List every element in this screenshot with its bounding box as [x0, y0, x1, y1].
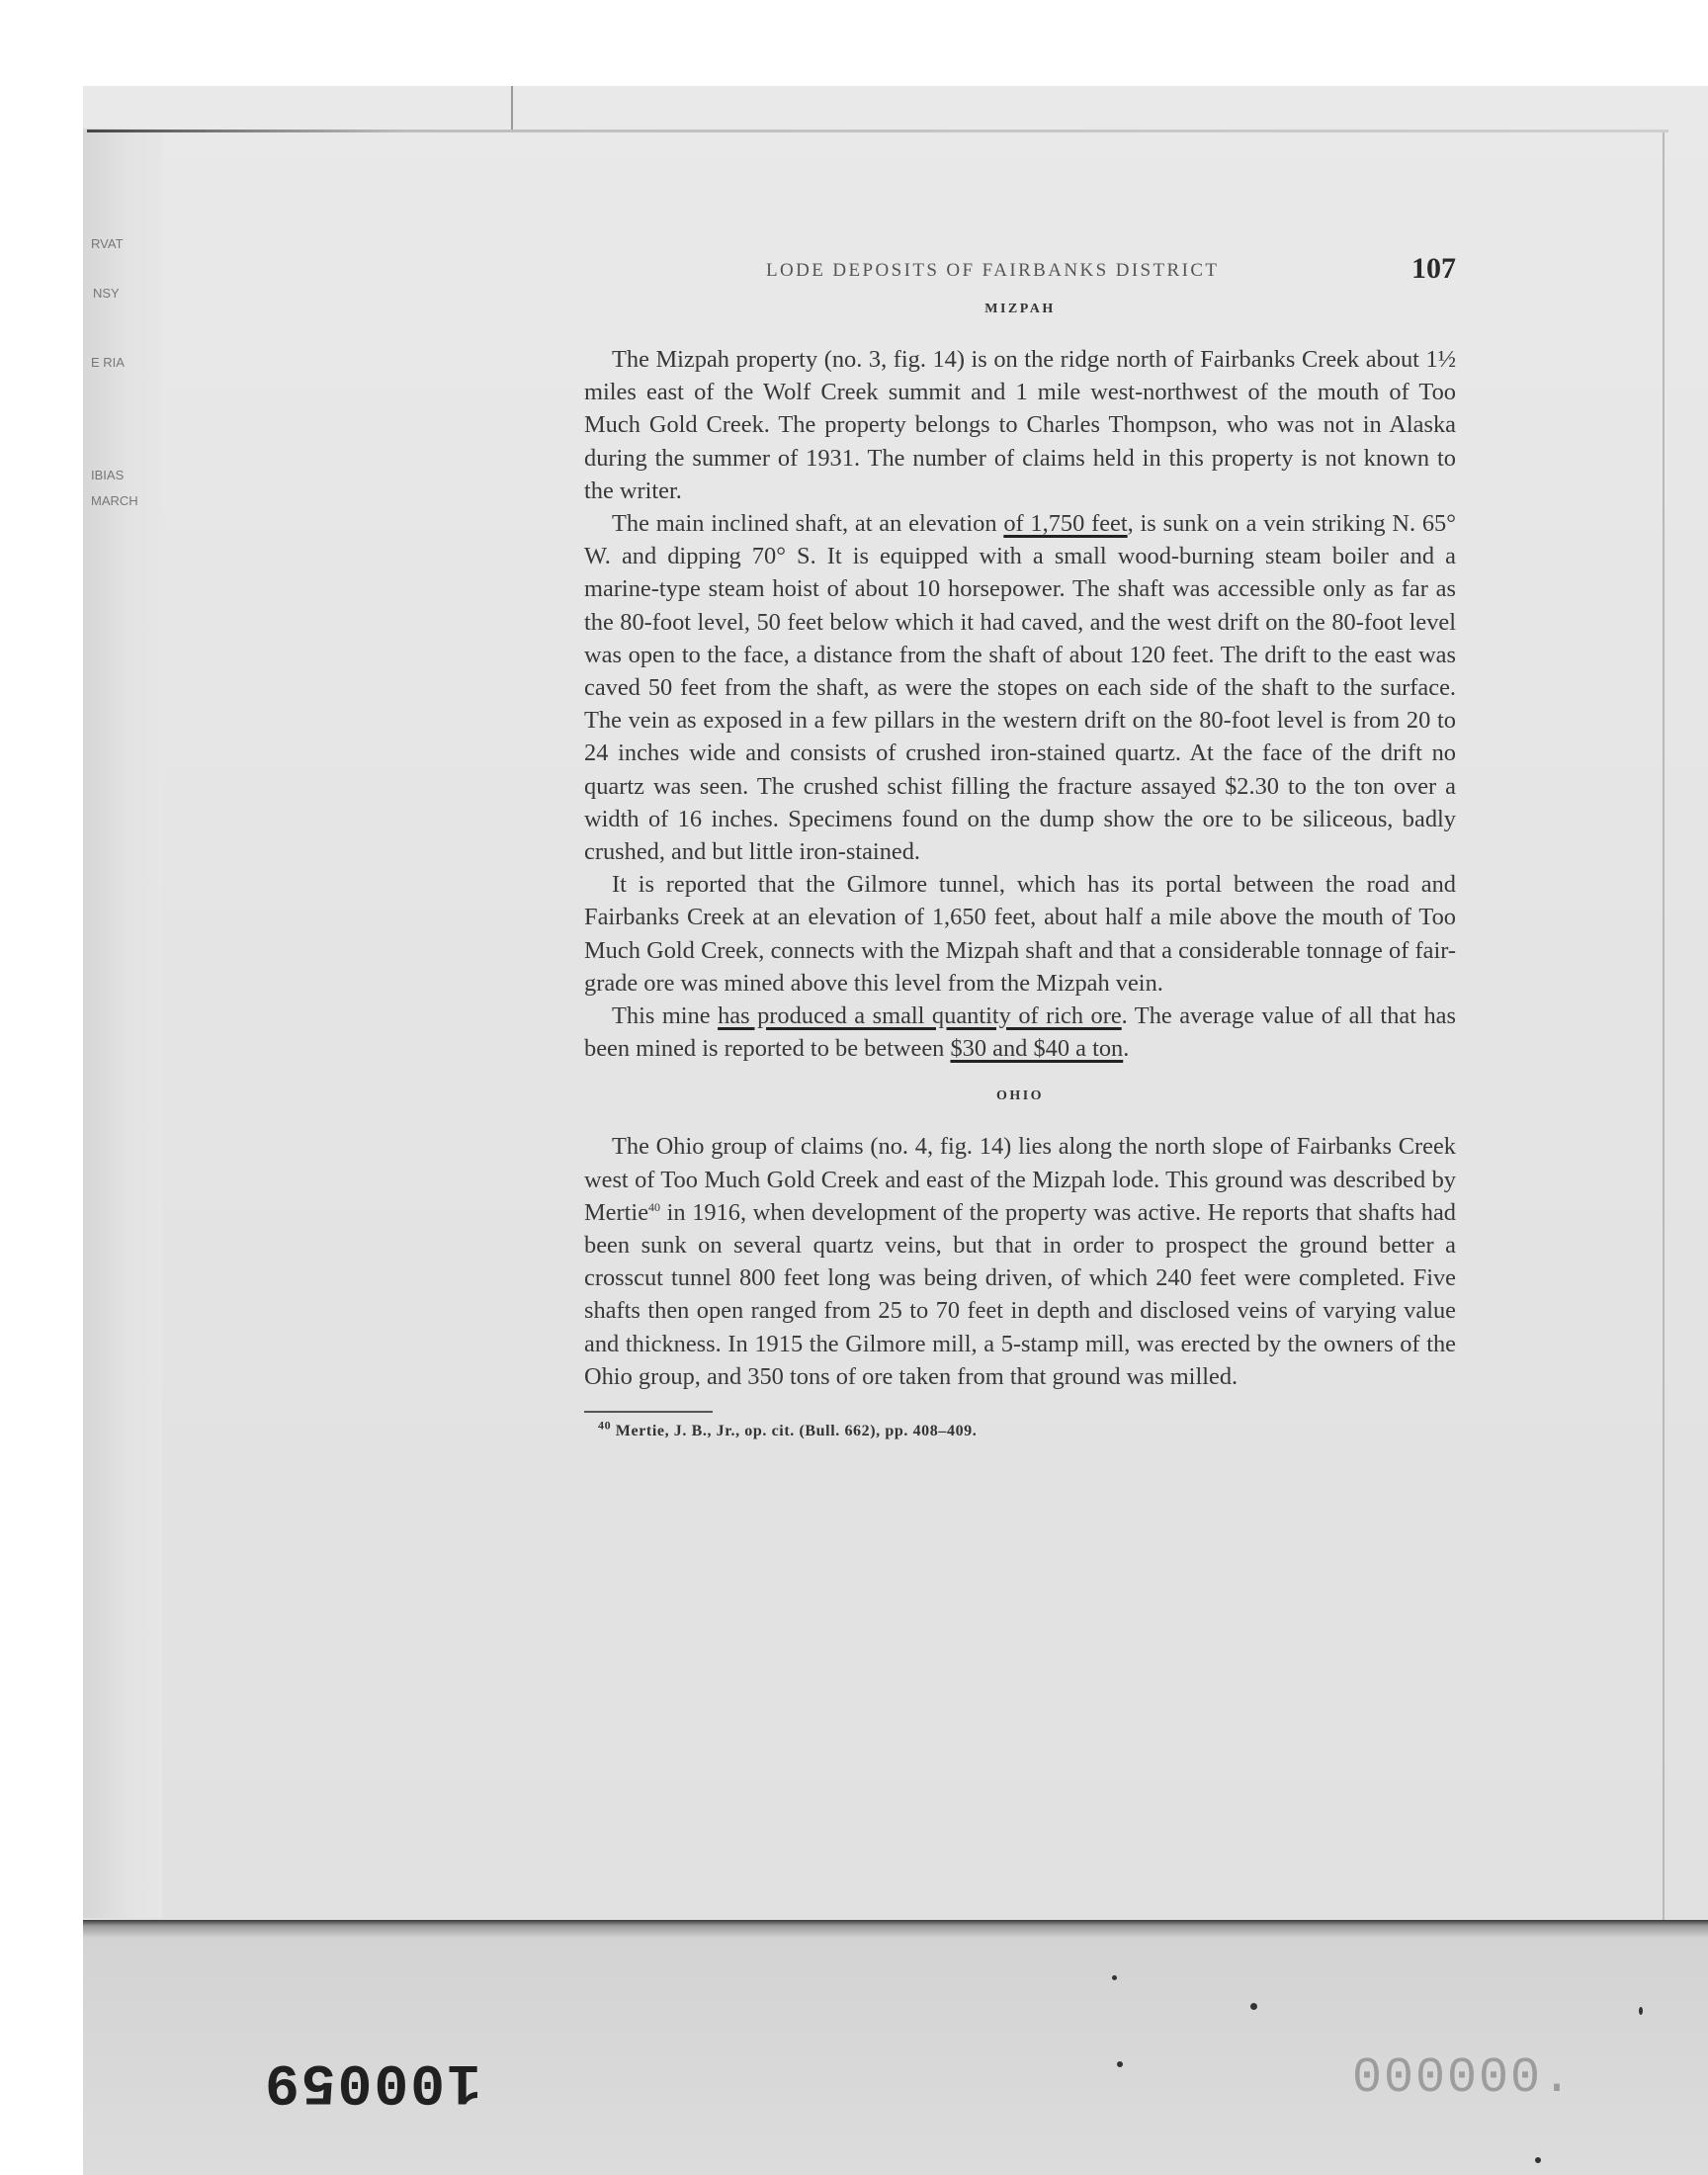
paragraph-ohio-group	[584, 1130, 1456, 1393]
scan-number-left: 100059	[263, 2048, 481, 2113]
paragraph-production	[584, 1000, 1456, 1065]
pen-underline: has produced a small quantity of rich ore	[718, 1002, 1122, 1030]
page-header	[584, 252, 1456, 294]
page-top-edge	[87, 130, 1668, 132]
scan-speck	[1250, 2003, 1257, 2010]
margin-mark: NSY	[93, 286, 120, 301]
binding-line	[511, 86, 513, 130]
binding-margin-strip	[83, 129, 162, 1918]
scan-bottom-band	[83, 1920, 1708, 2175]
footnote-rule	[584, 1411, 713, 1413]
section-title-ohio: OHIO	[995, 1088, 1045, 1104]
page-right-edge	[1663, 132, 1665, 1932]
paragraph-mizpah-location	[584, 343, 1456, 507]
page-number: 107	[1411, 252, 1456, 285]
margin-mark: IBIAS	[91, 468, 125, 482]
paragraph-text: .	[1123, 1035, 1130, 1063]
paragraph-text: It is reported that the Gilmore tunnel, which has its portal between the road and Fairbanks Creek at an elevation of 1,650 feet, about half a mile above the mouth of Too Much Gold Creek, connects with the Mizpah shaft and that a considerable tonnage of fair-grade ore was mined above this level from the Mizpah vein.	[584, 871, 1456, 997]
scan-speck	[1535, 2157, 1541, 2163]
paragraph-mizpah-shaft	[584, 507, 1456, 868]
footnote-text: Mertie, J. B., Jr., op. cit. (Bull. 662), pp. 408–409.	[611, 1423, 978, 1440]
pen-underline: $30 and $40 a ton	[950, 1035, 1124, 1063]
margin-mark: MARCH	[91, 493, 138, 508]
paragraph-gilmore-tunnel	[584, 868, 1456, 1000]
section-title-mizpah: MIZPAH	[984, 302, 1056, 316]
paragraph-text: The main inclined shaft, at an elevation	[612, 510, 1004, 538]
scan-speck	[1117, 2061, 1123, 2067]
footnote-reference: 40	[648, 1199, 661, 1214]
paragraph-text: The Ohio group of claims (no. 4, fig. 14) lies along the north slope of Fairbanks Creek west of Too Much Gold Creek and east of the Mizpah lode. This ground was described by Mertie	[584, 1133, 1456, 1226]
footnote-marker: 40	[598, 1418, 612, 1433]
paragraph-text: , is sunk on a vein striking N. 65° W. and dipping 70° S. It is equipped with a small wood-burning steam boiler and a marine-type steam hoist of about 10 horsepower. The shaft was accessible only as far as the 80-foot level, 50 feet below which it had caved, and the west drift on the 80-foot level was open to the face, a distance from the shaft of about 120 feet. The drift to the east was caved 50 feet from the shaft, as were the stopes on each side of the shaft to the surface. The vein as exposed in a few pillars in the western drift on the 80-foot level is from 20 to 24 inches wide and consists of crushed iron-stained quartz. At the face of the drift no quartz was seen. The crushed schist filling the fracture assayed $2.30 to the ton over a width of 16 inches. Specimens found on the dump show the ore to be siliceous, badly crushed, and but little iron-stained.	[584, 510, 1456, 866]
paragraph-text: in 1916, when development of the property was active. He reports that shafts had been sunk on several quartz veins, but that in order to prospect the ground better a crosscut tunnel 800 feet long was being driven, of which 240 feet were completed. Five shafts then open ranged from 25 to 70 feet in depth and disclosed veins of varying value and thickness. In 1915 the Gilmore mill, a 5-stamp mill, was erected by the owners of the Ohio group, and 350 tons of ore taken from that ground was milled.	[584, 1198, 1456, 1390]
scan-speck	[1639, 2007, 1643, 2015]
paragraph-text: This mine	[612, 1002, 719, 1030]
scan-number-right: 000000.	[1352, 2050, 1575, 2107]
footnote	[584, 1418, 1456, 1440]
paragraph-text: . The average value of all that has been mined is reported to be between	[584, 1002, 1456, 1063]
margin-mark: RVAT	[91, 236, 124, 251]
scan-speck	[1112, 1975, 1117, 1980]
running-head: LODE DEPOSITS OF FAIRBANKS DISTRICT	[766, 260, 1220, 281]
page-content	[584, 252, 1456, 1440]
margin-mark: E RIA	[91, 355, 125, 370]
pen-underline: of 1,750 feet	[1003, 510, 1128, 538]
paragraph-text: The Mizpah property (no. 3, fig. 14) is on the ridge north of Fairbanks Creek about 1½ miles east of the Wolf Creek summit and 1 mile west-northwest of the mouth of Too Much Gold Creek. The property belongs to Charles Thompson, who was not in Alaska during the summer of 1931. The number of claims held in this property is not known to the writer.	[584, 346, 1456, 504]
